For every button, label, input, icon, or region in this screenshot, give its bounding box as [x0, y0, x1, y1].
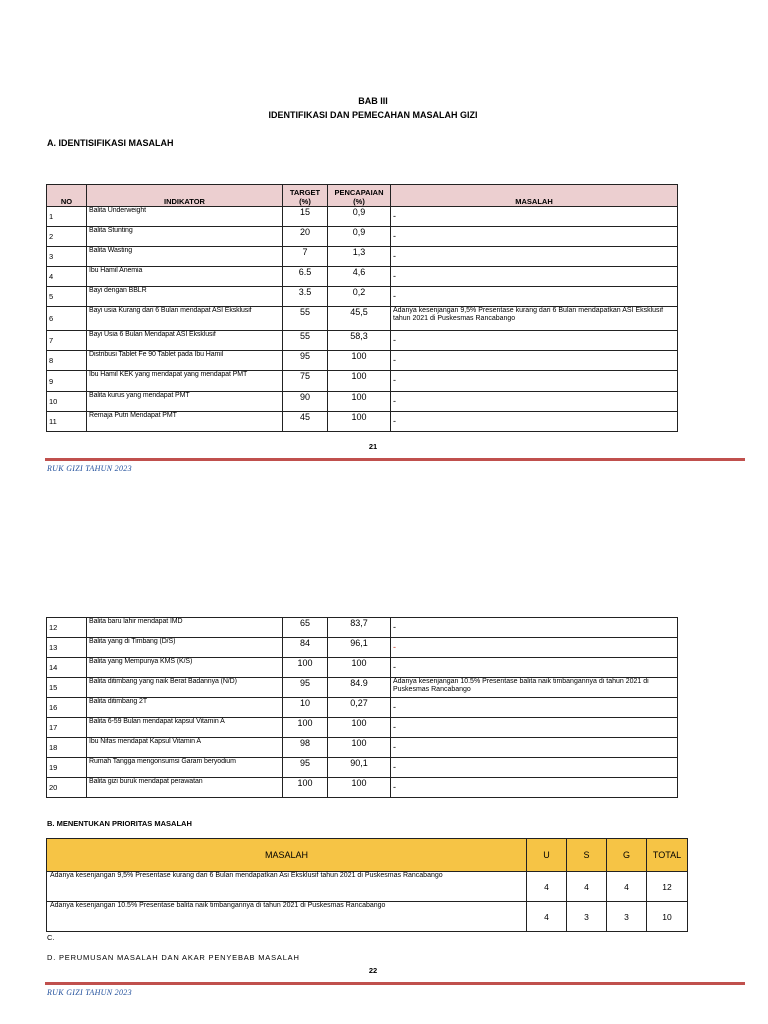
row-indikator: Ibu Hamil KEK yang mendapat yang mendapat PMT [87, 371, 283, 392]
row-number: 12 [47, 618, 87, 638]
table-row [47, 371, 678, 392]
row-masalah-text: - [393, 251, 396, 261]
row-number: 2 [47, 227, 87, 247]
section-a-heading: A. IDENTISIFIKASI MASALAH [47, 138, 174, 148]
table-row [47, 678, 678, 698]
chapter-subtitle: IDENTIFIKASI DAN PEMECAHAN MASALAH GIZI [268, 110, 478, 120]
row-masalah-text: - [393, 375, 396, 385]
priority-s: 4 [567, 872, 607, 902]
row-number: 5 [47, 287, 87, 307]
row-masalah-text: - [393, 742, 396, 752]
row-masalah [391, 207, 678, 227]
row-target: 98 [283, 738, 328, 758]
table-row [47, 392, 678, 412]
header-masalah: MASALAH [391, 185, 678, 207]
row-masalah-text: - [393, 642, 396, 652]
row-number: 1 [47, 207, 87, 227]
row-masalah: Adanya kesenjangan 9,5% Presentase kurang dari 6 Bulan mendapatkan ASI Eksklusif tahun 2021 di Puskesmas Rancabango [391, 307, 678, 331]
priority-masalah: Adanya kesenjangan 10.5% Presentase balita naik timbangannya di tahun 2021 di Puskesmas Rancabango [47, 902, 527, 932]
row-pencapaian: 0,9 [328, 227, 391, 247]
footer-text-2: RUK GIZI TAHUN 2023 [47, 988, 132, 997]
row-masalah-text: - [393, 702, 396, 712]
row-indikator: Rumah Tangga mengonsumsi Garam beryodium [87, 758, 283, 778]
row-masalah-text: - [393, 722, 396, 732]
table-row [47, 778, 678, 798]
row-target: 100 [283, 718, 328, 738]
section-c-heading: C. [47, 933, 55, 942]
row-masalah [391, 658, 678, 678]
footer-rule-2 [45, 982, 745, 985]
row-masalah [391, 758, 678, 778]
row-masalah [391, 618, 678, 638]
row-number: 13 [47, 638, 87, 658]
row-masalah-text: - [393, 355, 396, 365]
row-indikator: Ibu Nifas mendapat Kapsul Vitamin A [87, 738, 283, 758]
row-pencapaian: 96,1 [328, 638, 391, 658]
page-number-21: 21 [368, 442, 378, 451]
table-row [47, 718, 678, 738]
header-pencapaian: PENCAPAIAN (%) [328, 185, 391, 207]
table-row [47, 658, 678, 678]
row-pencapaian: 100 [328, 412, 391, 432]
priority-table [46, 838, 688, 932]
row-masalah-text: - [393, 231, 396, 241]
priority-total: 10 [647, 902, 688, 932]
row-number: 3 [47, 247, 87, 267]
priority-u: 4 [527, 872, 567, 902]
row-masalah [391, 778, 678, 798]
table-row [47, 307, 678, 331]
row-masalah-text: - [393, 762, 396, 772]
row-masalah [391, 227, 678, 247]
priority-s: 3 [567, 902, 607, 932]
table-row [47, 331, 678, 351]
table-row [47, 618, 678, 638]
section-d-heading: D. PERUMUSAN MASALAH DAN AKAR PENYEBAB MASALAH [47, 953, 300, 962]
row-target: 100 [283, 658, 328, 678]
row-number: 18 [47, 738, 87, 758]
row-number: 6 [47, 307, 87, 331]
table-row [47, 267, 678, 287]
row-pencapaian: 0,9 [328, 207, 391, 227]
row-number: 15 [47, 678, 87, 698]
row-masalah-text: - [393, 416, 396, 426]
table-row [47, 247, 678, 267]
row-pencapaian: 90,1 [328, 758, 391, 778]
row-indikator: Balita kurus yang mendapat PMT [87, 392, 283, 412]
priority-header-s: S [567, 839, 607, 872]
row-masalah-text: - [393, 396, 396, 406]
row-masalah [391, 247, 678, 267]
row-number: 7 [47, 331, 87, 351]
row-target: 90 [283, 392, 328, 412]
row-indikator: Balita yang Mempunya KMS (K/S) [87, 658, 283, 678]
row-masalah-text: - [393, 271, 396, 281]
indicator-table-1 [46, 184, 678, 432]
row-pencapaian: 100 [328, 351, 391, 371]
row-masalah [391, 267, 678, 287]
priority-g: 4 [607, 872, 647, 902]
row-target: 95 [283, 758, 328, 778]
priority-u: 4 [527, 902, 567, 932]
row-target: 45 [283, 412, 328, 432]
row-pencapaian: 0,2 [328, 287, 391, 307]
row-target: 95 [283, 351, 328, 371]
priority-masalah: Adanya kesenjangan 9,5% Presentase kurang dari 6 Bulan mendapatkan Asi Eksklusif tahun 2021 di Puskesmas Rancabango [47, 872, 527, 902]
row-pencapaian: 45,5 [328, 307, 391, 331]
page-number-22: 22 [368, 966, 378, 975]
row-target: 100 [283, 778, 328, 798]
table-row [47, 738, 678, 758]
row-masalah-text: - [393, 291, 396, 301]
row-indikator: Balita Wasting [87, 247, 283, 267]
row-number: 11 [47, 412, 87, 432]
header-target: TARGET (%) [283, 185, 328, 207]
priority-header-u: U [527, 839, 567, 872]
row-masalah [391, 412, 678, 432]
table-row [47, 638, 678, 658]
priority-header-total: TOTAL [647, 839, 688, 872]
row-indikator: Bayi usia Kurang dari 6 Bulan mendapat ASI Eksklusif [87, 307, 283, 331]
row-pencapaian: 100 [328, 718, 391, 738]
row-pencapaian: 100 [328, 371, 391, 392]
row-pencapaian: 58,3 [328, 331, 391, 351]
row-indikator: Balita Underweight [87, 207, 283, 227]
row-pencapaian: 1,3 [328, 247, 391, 267]
row-pencapaian: 4,6 [328, 267, 391, 287]
priority-row [47, 872, 688, 902]
row-pencapaian: 100 [328, 778, 391, 798]
row-number: 14 [47, 658, 87, 678]
row-masalah [391, 371, 678, 392]
header-no: NO [47, 185, 87, 207]
priority-g: 3 [607, 902, 647, 932]
row-masalah [391, 331, 678, 351]
table-row [47, 412, 678, 432]
row-masalah [391, 718, 678, 738]
section-b-heading: B. MENENTUKAN PRIORITAS MASALAH [47, 819, 192, 828]
row-masalah-text: - [393, 782, 396, 792]
priority-header-g: G [607, 839, 647, 872]
table-body-1 [47, 207, 678, 432]
row-masalah-text: - [393, 622, 396, 632]
row-target: 3.5 [283, 287, 328, 307]
row-masalah [391, 351, 678, 371]
row-number: 20 [47, 778, 87, 798]
footer-rule-1 [45, 458, 745, 461]
table-row [47, 287, 678, 307]
row-indikator: Bayi Usia 6 Bulan Mendapat ASI Eksklusif [87, 331, 283, 351]
row-masalah-text: - [393, 335, 396, 345]
row-indikator: Balita baru lahir mendapat IMD [87, 618, 283, 638]
row-masalah [391, 698, 678, 718]
header-indikator: INDIKATOR [87, 185, 283, 207]
footer-text-1: RUK GIZI TAHUN 2023 [47, 464, 132, 473]
chapter-title: BAB III [358, 96, 388, 106]
row-number: 16 [47, 698, 87, 718]
row-pencapaian: 83,7 [328, 618, 391, 638]
row-masalah [391, 738, 678, 758]
row-indikator: Ibu Hamil Anemia [87, 267, 283, 287]
row-pencapaian: 84.9 [328, 678, 391, 698]
row-indikator: Balita gizi buruk mendapat perawatan [87, 778, 283, 798]
row-masalah: Adanya kesenjangan 10.5% Presentase balita naik timbangannya di tahun 2021 di Puskesmas Rancabango [391, 678, 678, 698]
row-target: 65 [283, 618, 328, 638]
priority-header-masalah: MASALAH [47, 839, 527, 872]
priority-row [47, 902, 688, 932]
row-indikator: Balita Stunting [87, 227, 283, 247]
row-target: 7 [283, 247, 328, 267]
row-masalah [391, 638, 678, 658]
row-masalah-text: - [393, 662, 396, 672]
row-indikator: Distribusi Tablet Fe 90 Tablet pada Ibu Hamil [87, 351, 283, 371]
row-target: 6.5 [283, 267, 328, 287]
table-row [47, 698, 678, 718]
table-row [47, 227, 678, 247]
row-target: 20 [283, 227, 328, 247]
table-row [47, 207, 678, 227]
row-masalah [391, 287, 678, 307]
indicator-table-2 [46, 617, 678, 798]
table-row [47, 758, 678, 778]
row-pencapaian: 100 [328, 738, 391, 758]
row-pencapaian: 100 [328, 392, 391, 412]
row-target: 75 [283, 371, 328, 392]
row-masalah [391, 392, 678, 412]
row-number: 10 [47, 392, 87, 412]
row-number: 8 [47, 351, 87, 371]
row-target: 95 [283, 678, 328, 698]
row-pencapaian: 0,27 [328, 698, 391, 718]
row-masalah-text: - [393, 211, 396, 221]
row-indikator: Balita ditimbang yang naik Berat Badannya (N/D) [87, 678, 283, 698]
row-indikator: Balita ditimbang 2T [87, 698, 283, 718]
row-target: 10 [283, 698, 328, 718]
row-indikator: Balita yang di Timbang (D/S) [87, 638, 283, 658]
row-indikator: Balita 6-59 Bulan mendapat kapsul Vitamin A [87, 718, 283, 738]
row-number: 17 [47, 718, 87, 738]
row-number: 19 [47, 758, 87, 778]
row-number: 9 [47, 371, 87, 392]
table-row [47, 351, 678, 371]
priority-total: 12 [647, 872, 688, 902]
row-indikator: Bayi dengan BBLR [87, 287, 283, 307]
row-pencapaian: 100 [328, 658, 391, 678]
row-target: 84 [283, 638, 328, 658]
table-body-2 [47, 618, 678, 798]
row-target: 15 [283, 207, 328, 227]
row-target: 55 [283, 307, 328, 331]
row-target: 55 [283, 331, 328, 351]
row-number: 4 [47, 267, 87, 287]
row-indikator: Remaja Putri Mendapat PMT [87, 412, 283, 432]
